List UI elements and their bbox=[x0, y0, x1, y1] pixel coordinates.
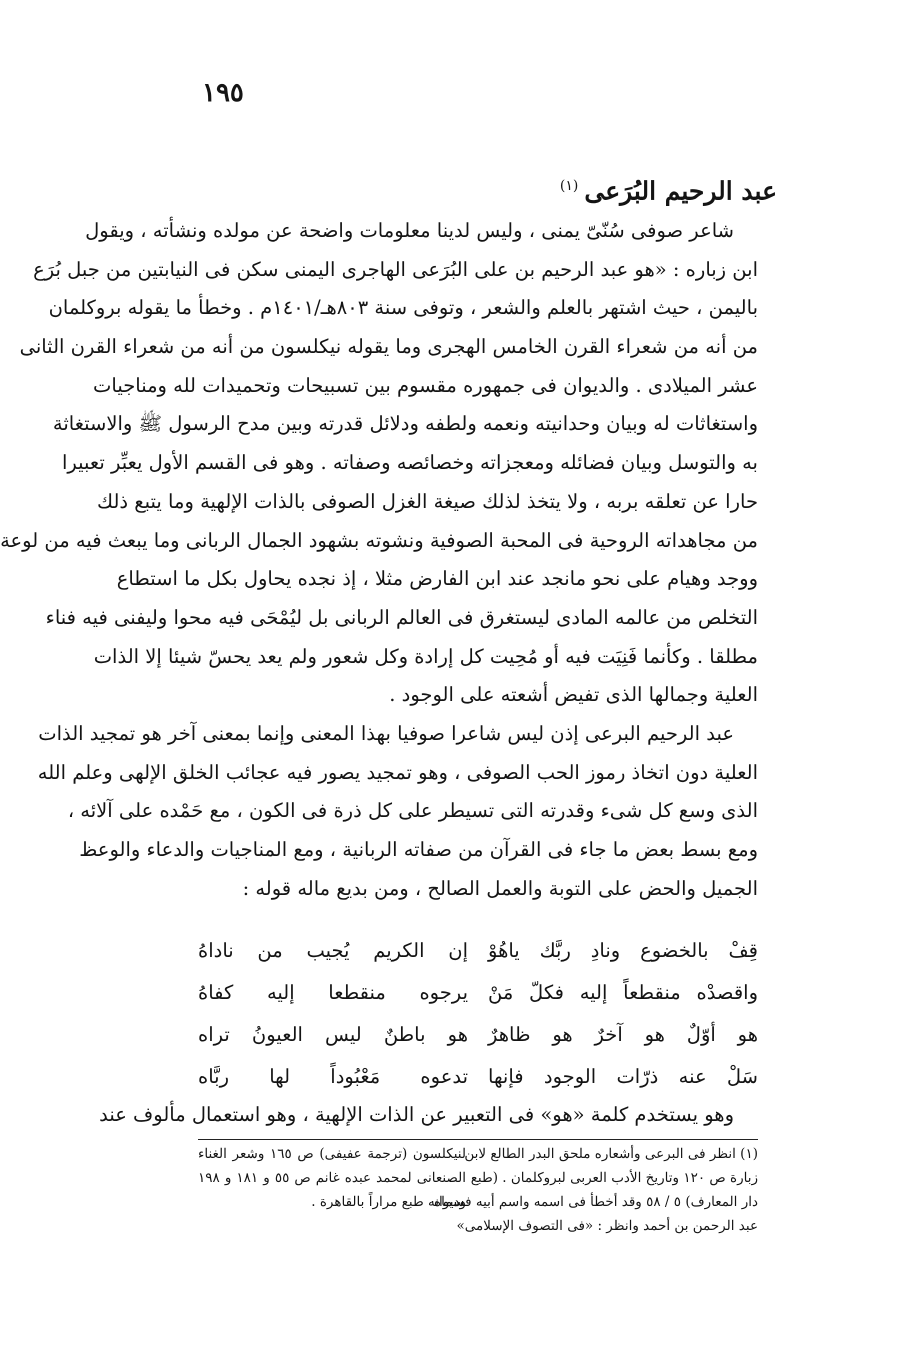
footnote-column-left bbox=[198, 1142, 466, 1272]
paragraph-2 bbox=[37, 715, 758, 908]
verse-line bbox=[198, 971, 758, 1013]
footnote-line: عبد الرحمن بن أحمد وانظر : «فى التصوف الإسلامى» bbox=[456, 1218, 758, 1234]
text-line: عشر الميلادى . والديوان فى جمهوره مقسوم بين تسبيحات وتحميدات لله ومناجيات bbox=[93, 373, 758, 397]
page-number: ١٩٥ bbox=[202, 78, 244, 108]
text-line: ابن زباره : «هو عبد الرحيم بن على البُرَعى الهاجرى اليمنى سكن فى النيابتين من جبل بُرَع bbox=[33, 257, 758, 281]
text-line: من أنه من شعراء القرن الخامس الهجرى وما يقوله نيكلسون من أنه من شعراء القرن الثانى bbox=[19, 335, 758, 359]
footnote-line: زبارة ص ١٢٠ وتاريخ الأدب العربى لبروكلمان . (طبع bbox=[470, 1170, 758, 1186]
footnote-line: دار المعارف) ٥ / ٥٨ وقد أخطأ فى اسمه واسم أبيه فسماه bbox=[434, 1194, 758, 1210]
text-line: عبد الرحيم البرعى إذن ليس شاعرا صوفيا بهذا المعنى وإنما بمعنى آخر هو تمجيد الذات bbox=[38, 721, 734, 745]
verse-line bbox=[198, 1055, 758, 1097]
footnote-line: الصنعانى لمحمد عبده غانم ص ٥٥ و ١٨١ و ١٩٨ bbox=[198, 1170, 466, 1186]
text-line: حارا عن تعلقه بربه ، ولا يتخذ لذلك صيغة الغزل الصوفى بالذات الإلهية وما يتبع ذلك bbox=[97, 489, 758, 513]
text-line: التخلص من عالمه المادى ليستغرق فى العالم الربانى بل ليُمْحَى فيه محوا وليفنى فيه فناء bbox=[45, 605, 758, 629]
verse-second-hemistich: يرجوه منقطعا إليه كفاهُ bbox=[198, 980, 468, 1004]
text-line: العلية دون اتخاذ رموز الحب الصوفى ، وهو تمجيد يصور فيه عجائب الخلق الإلهى وعلم الله bbox=[37, 760, 758, 784]
verse-first-hemistich: قِفْ بالخضوع ونادِ ربَّك ياهُوْ bbox=[488, 938, 758, 962]
text-line: وهو يستخدم كلمة «هو» فى التعبير عن الذات الإلهية ، وهو استعمال مألوف عند bbox=[99, 1103, 734, 1126]
text-line: به والتوسل وبيان فضائله ومعجزاته وخصائصه وصفاته . وهو فى القسم الأول يعبِّر تعبيرا bbox=[61, 451, 758, 475]
footnote-line: لنيكلسون (ترجمة عفيفى) ص ١٦٥ وشعر الغناء bbox=[198, 1146, 466, 1162]
section-title: عبد الرحيم البُرَعى bbox=[584, 176, 777, 206]
footnotes bbox=[198, 1142, 758, 1272]
body-text bbox=[0, 212, 758, 908]
text-line: من مجاهداته الروحية فى المحبة الصوفية ونشوته بشهود الجمال الربانى وما يبعث فيه من لوعة bbox=[0, 528, 758, 552]
text-line: الذى وسع كل شىء وقدرته التى تسيطر على كل ذرة فى الكون ، مع حَمْده على آلائه ، bbox=[67, 799, 758, 823]
verse-first-hemistich: هو أوّلٌ هو آخرٌ هو ظاهرٌ bbox=[488, 1022, 758, 1046]
footnote-reference: (١) bbox=[559, 178, 579, 194]
verse-line bbox=[198, 929, 758, 971]
verse-first-hemistich: واقصدْه منقطعاً إليه فكلّ مَنْ bbox=[488, 980, 758, 1004]
text-line: ووجد وهيام على نحو مانجد عند ابن الفارض مثلا ، إذ نجده يحاول بكل ما استطاع bbox=[116, 567, 758, 591]
continuation-text bbox=[99, 1096, 758, 1135]
text-line: باليمن ، حيث اشتهر بالعلم والشعر ، وتوفى سنة ٨٠٣هـ/١٤٠١م . وخطأ ما يقوله بروكلمان bbox=[48, 296, 758, 320]
paragraph-1 bbox=[0, 212, 758, 715]
text-line: العلية وجمالها الذى تفيض أشعته على الوجود . bbox=[389, 683, 758, 707]
footnote-column-right bbox=[434, 1142, 758, 1272]
text-line: ومع بسط بعض ما جاء فى القرآن من صفاته الربانية ، ومع المناجيات والدعاء والوعظ bbox=[79, 838, 758, 861]
footnote-line: وديوانه طبع مراراً بالقاهرة . bbox=[311, 1194, 466, 1210]
footnote-divider bbox=[198, 1139, 758, 1140]
verse-first-hemistich: سَلْ عنه ذرّات الوجود فإنها bbox=[488, 1064, 758, 1088]
verse-line bbox=[198, 1013, 758, 1055]
poem-verses bbox=[198, 929, 758, 1097]
text-line: مطلقا . وكأنما فَنِيَت فيه أو مُحِيت كل إرادة وكل شعور ولم يعد يحسّ شيئا إلا الذات bbox=[93, 644, 758, 668]
text-line: الجميل والحض على التوبة والعمل الصالح ، ومن بديع ماله قوله : bbox=[242, 876, 758, 900]
text-line: واستغاثات له وبيان وحدانيته ونعمه ولطفه ودلائل قدرته وبين مدح الرسول ﷺ والاستغاثة bbox=[52, 412, 758, 436]
verse-second-hemistich: تدعوه مَعْبُوداً لها ربَّاه bbox=[198, 1064, 468, 1088]
verse-second-hemistich: إن الكريم يُجيب من ناداهُ bbox=[198, 938, 468, 962]
section-heading bbox=[377, 166, 777, 206]
footnote-line: (١) انظر فى البرعى وأشعاره ملحق البدر الطالع لابن bbox=[464, 1146, 758, 1162]
verse-second-hemistich: هو باطنٌ ليس العيونُ تراه bbox=[198, 1022, 468, 1046]
text-line: شاعر صوفى سُنّىّ يمنى ، وليس لدينا معلومات واضحة عن مولده ونشأته ، ويقول bbox=[85, 219, 734, 242]
